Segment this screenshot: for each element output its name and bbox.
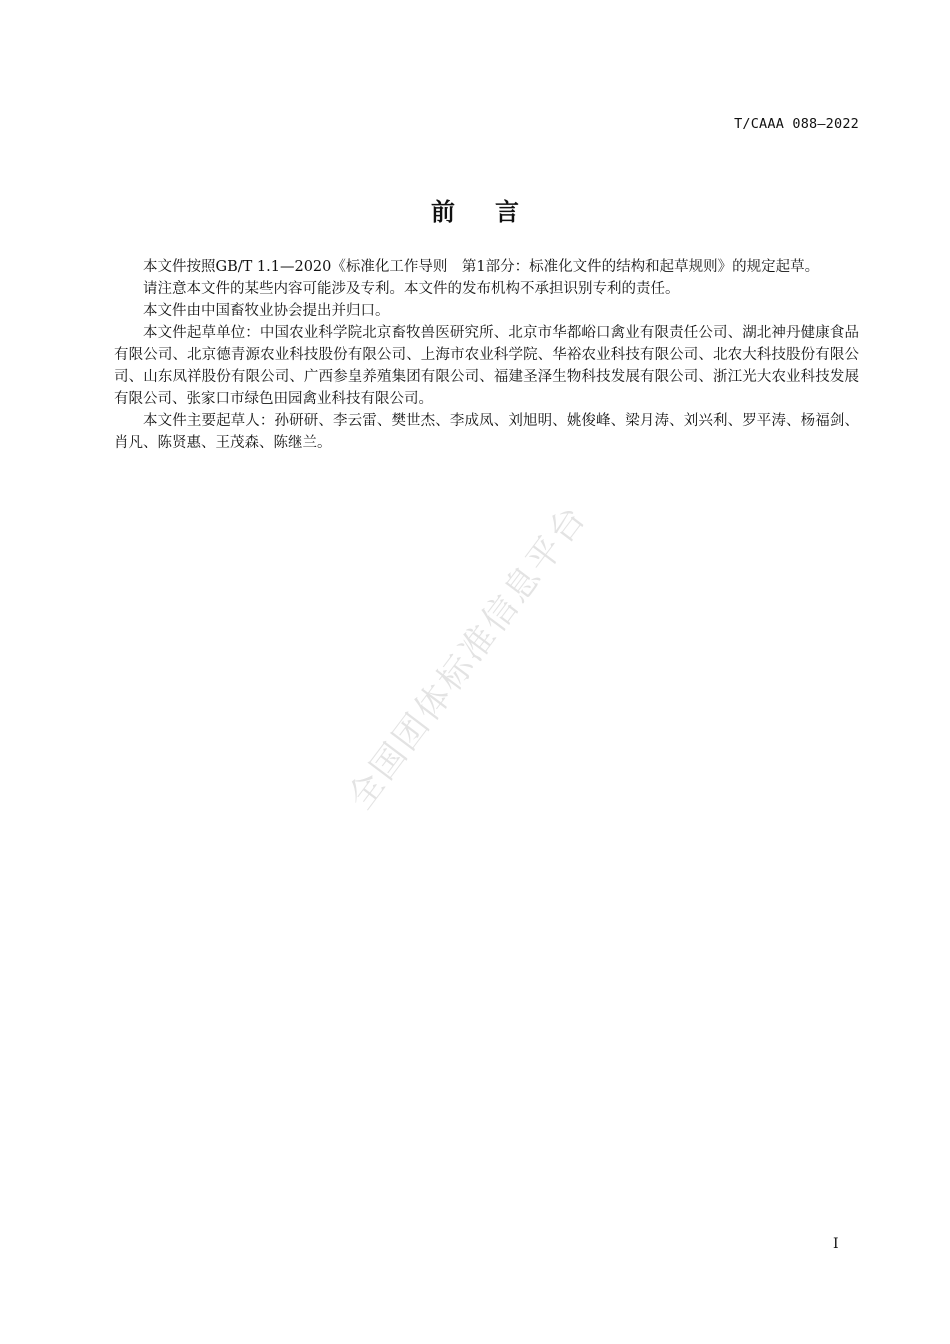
page-title: 前言	[431, 198, 559, 226]
foreword-body	[114, 256, 859, 454]
page-number: I	[833, 1236, 839, 1252]
watermark: 全国团体标准信息平台	[340, 497, 596, 817]
paragraph-drafters: 本文件主要起草人：孙研研、李云雷、樊世杰、李成凤、刘旭明、姚俊峰、梁月涛、刘兴利、罗平涛、杨福剑、肖凡、陈贤惠、王茂森、陈继兰。	[114, 413, 859, 451]
paragraph-patent-notice: 请注意本文件的某些内容可能涉及专利。本文件的发布机构不承担识别专利的责任。	[143, 281, 680, 297]
paragraph-drafting-rules: 本文件按照GB/T 1.1—2020《标准化工作导则 第1部分：标准化文件的结构和起草规则》的规定起草。	[143, 259, 820, 275]
document-code: T/CAAA 088—2022	[734, 116, 859, 132]
paragraph-proposer: 本文件由中国畜牧业协会提出并归口。	[143, 303, 390, 319]
paragraph-drafting-units: 本文件起草单位：中国农业科学院北京畜牧兽医研究所、北京市华都峪口禽业有限责任公司、湖北神丹健康食品有限公司、北京德青源农业科技股份有限公司、上海市农业科学院、华裕农业科技有限公司、北农大科技股份有限公司、山东凤祥股份有限公司、广西参皇养殖集团有限公司、福建圣泽生物科技发展有限公司、浙江光大农业科技发展有限公司、张家口市绿色田园禽业科技有限公司。	[114, 325, 859, 407]
